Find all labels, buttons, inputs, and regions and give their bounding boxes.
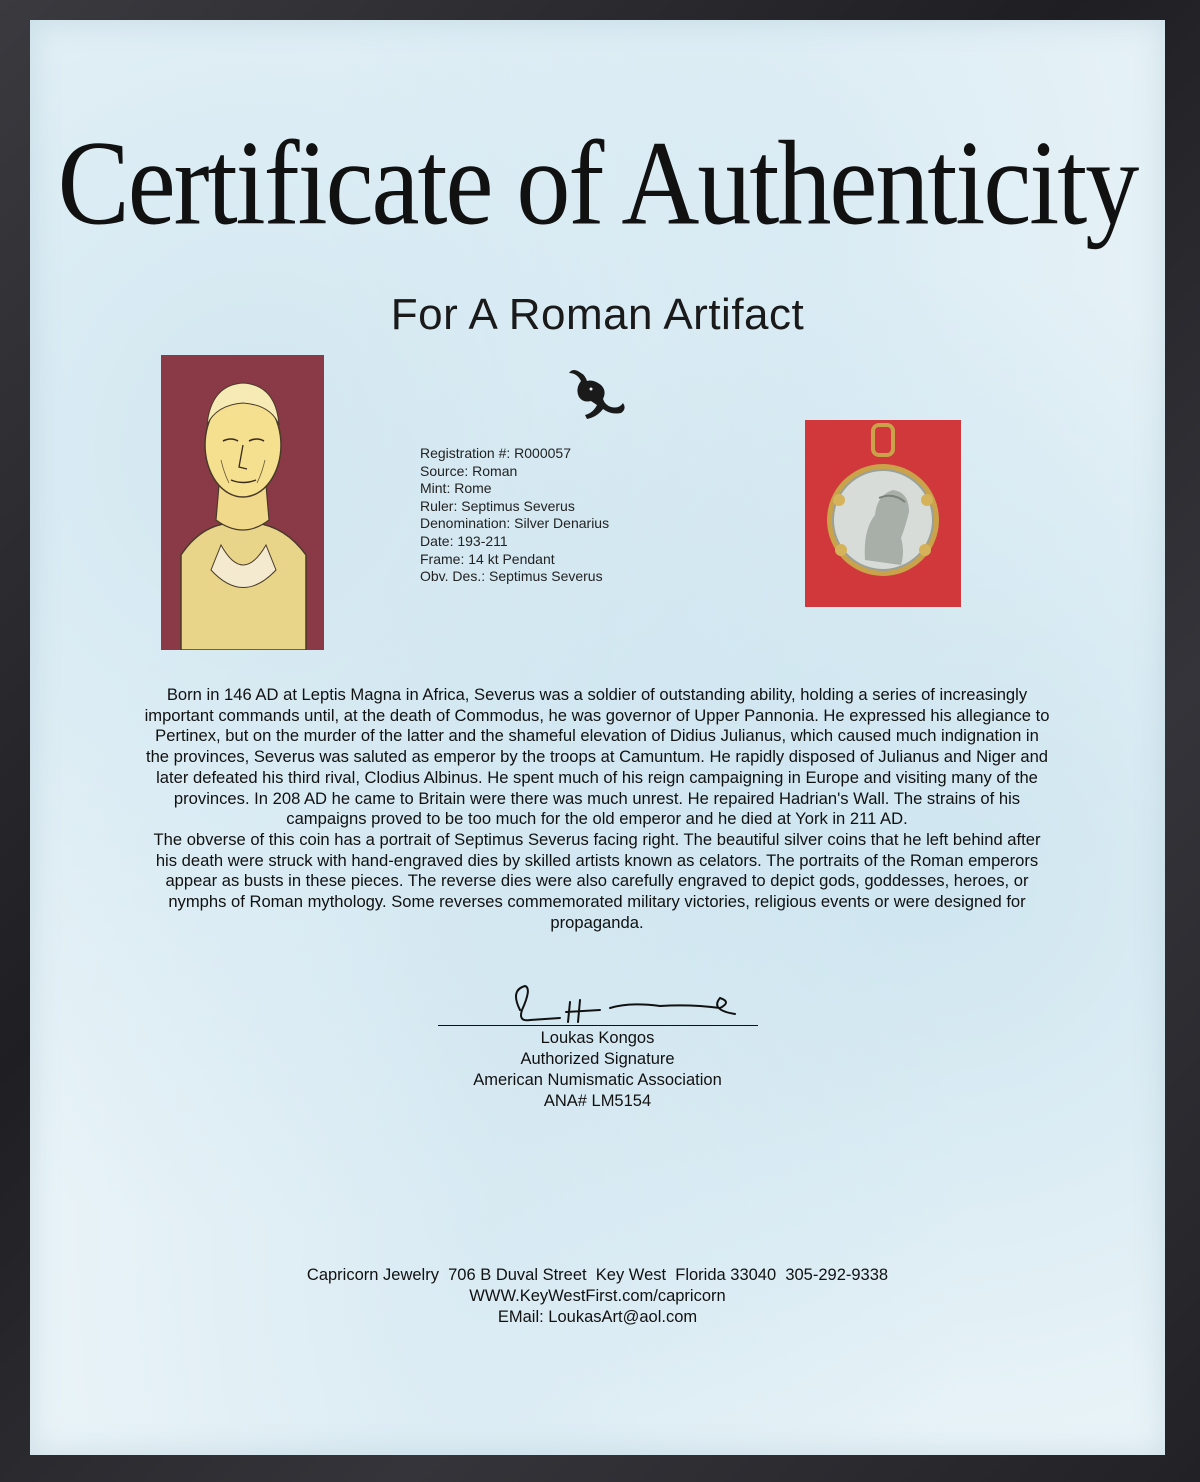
signature-line: [438, 1025, 758, 1026]
signer-member-id: ANA# LM5154: [543, 1092, 652, 1110]
detail-ruler: Ruler: Septimus Severus: [420, 497, 575, 514]
signer-role: Authorized Signature: [520, 1050, 675, 1068]
business-address: Capricorn Jewelry 706 B Duval Street Key West Florida 33040 305-292-9338: [306, 1266, 889, 1284]
emperor-portrait-illustration: [161, 355, 324, 650]
contact-footer: [30, 1265, 1165, 1328]
detail-mint: Mint: Rome: [420, 480, 492, 497]
handwritten-signature: [470, 980, 760, 1030]
certificate-subtitle: For A Roman Artifact: [390, 290, 805, 339]
coin-pendant-photo: [805, 420, 961, 607]
signer-name: Loukas Kongos: [540, 1029, 655, 1047]
coin-description-paragraph: The obverse of this coin has a portrait of Septimus Severus facing right. The beautiful silver coins that he left behind after his death were struck with hand-engraved dies by skilled artists known as celators. The portraits of the Roman emperors appear as busts in these pieces. The reverse dies were also carefully engraved to depict gods, goddesses, heroes, or nymphs of Roman mythology. Some reverses commemorated military victories, religious events or were designed for propaganda.: [153, 829, 1041, 932]
business-website: WWW.KeyWestFirst.com/capricorn: [469, 1287, 726, 1305]
signer-organization: American Numismatic Association: [473, 1071, 722, 1089]
certificate-page: [30, 20, 1165, 1455]
business-email: EMail: LoukasArt@aol.com: [497, 1308, 698, 1326]
detail-denomination: Denomination: Silver Denarius: [420, 515, 610, 532]
capricorn-emblem-icon: [563, 365, 629, 427]
artifact-details: [420, 445, 720, 586]
detail-obverse: Obv. Des.: Septimus Severus: [420, 568, 603, 585]
signer-block: [30, 1028, 1165, 1112]
certificate-title: Certificate of Authenticity: [57, 117, 1138, 251]
history-paragraph: Born in 146 AD at Leptis Magna in Africa, Severus was a soldier of outstanding ability, holding a series of increasingly important commands until, at the death of Commodus, he was governor of Upper Pannonia. He expressed his allegiance to Pertinex, but on the murder of the latter and the shameful elevation of Didius Julianus, which caused much indignation in the provinces, Severus was saluted as emperor by the troops at Camuntum. He rapidly disposed of Julianus and Niger and later defeated his third rival, Clodius Albinus. He spent much of his reign campaigning in Europe and visiting many of the provinces. In 208 AD he came to Britain were there was much unrest. He repaired Hadrian's Wall. The strains of his campaigns proved to be too much for the old emperor and he died at York in 211 AD.: [144, 685, 1050, 829]
detail-registration: Registration #: R000057: [420, 445, 571, 461]
history-text: [142, 685, 1052, 933]
detail-frame: Frame: 14 kt Pendant: [420, 550, 555, 567]
detail-date: Date: 193-211: [420, 532, 508, 549]
detail-source: Source: Roman: [420, 462, 518, 479]
